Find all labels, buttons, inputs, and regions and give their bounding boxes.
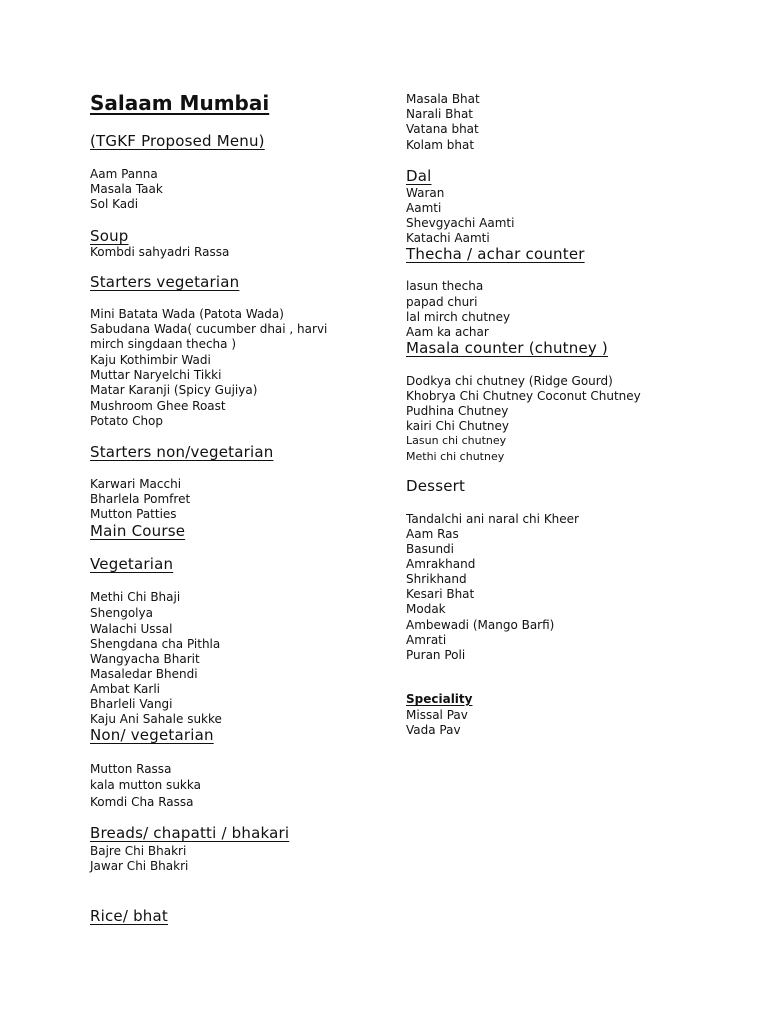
rice-item: Kolam bhat bbox=[406, 138, 475, 152]
vegetarian-item: Wangyacha Bharit bbox=[90, 652, 200, 666]
rice-item: Masala Bhat bbox=[406, 92, 480, 106]
speciality-item: Missal Pav bbox=[406, 708, 468, 722]
section-heading-thecha: Thecha / achar counter bbox=[406, 245, 585, 263]
starter-veg-item: Kaju Kothimbir Wadi bbox=[90, 353, 211, 367]
dal-item: Shevgyachi Aamti bbox=[406, 216, 515, 230]
section-heading-vegetarian: Vegetarian bbox=[90, 555, 174, 573]
starter-veg-item: Matar Karanji (Spicy Gujiya) bbox=[90, 383, 258, 397]
section-heading-dessert: Dessert bbox=[406, 477, 466, 495]
thecha-item: lal mirch chutney bbox=[406, 310, 511, 324]
bread-item: Bajre Chi Bhakri bbox=[90, 844, 187, 858]
dessert-item: Kesari Bhat bbox=[406, 587, 475, 601]
section-heading-starters-nonveg: Starters non/vegetarian bbox=[90, 443, 274, 461]
masala-item: Lasun chi chutney bbox=[406, 434, 507, 447]
page-subtitle: (TGKF Proposed Menu) bbox=[90, 132, 265, 150]
dessert-item: Basundi bbox=[406, 542, 454, 556]
drink-item: Masala Taak bbox=[90, 182, 163, 196]
drink-item: Aam Panna bbox=[90, 167, 158, 181]
rice-item: Vatana bhat bbox=[406, 122, 479, 136]
nonveg-item: Mutton Rassa bbox=[90, 762, 172, 776]
section-heading-starters-veg: Starters vegetarian bbox=[90, 273, 240, 291]
masala-item: kairi Chi Chutney bbox=[406, 419, 510, 433]
nonveg-item: kala mutton sukka bbox=[90, 778, 201, 792]
dessert-item: Shrikhand bbox=[406, 572, 467, 586]
section-heading-rice: Rice/ bhat bbox=[90, 907, 168, 925]
vegetarian-item: Bharleli Vangi bbox=[90, 697, 173, 711]
starter-veg-item: Muttar Naryelchi Tikki bbox=[90, 368, 222, 382]
dal-item: Waran bbox=[406, 186, 445, 200]
section-heading-masala: Masala counter (chutney ) bbox=[406, 339, 608, 357]
starter-nonveg-item: Mutton Patties bbox=[90, 507, 177, 521]
dal-item: Katachi Aamti bbox=[406, 231, 490, 245]
thecha-item: lasun thecha bbox=[406, 279, 484, 293]
dessert-item: Amrati bbox=[406, 633, 447, 647]
vegetarian-item: Methi Chi Bhaji bbox=[90, 590, 181, 604]
dessert-item: Amrakhand bbox=[406, 557, 476, 571]
dal-item: Aamti bbox=[406, 201, 442, 215]
section-heading-soup: Soup bbox=[90, 227, 129, 245]
vegetarian-item: Masaledar Bhendi bbox=[90, 667, 198, 681]
masala-item: Dodkya chi chutney (Ridge Gourd) bbox=[406, 374, 613, 388]
dessert-item: Puran Poli bbox=[406, 648, 466, 662]
dessert-item: Ambewadi (Mango Barfi) bbox=[406, 618, 555, 632]
masala-item: Khobrya Chi Chutney Coconut Chutney bbox=[406, 389, 641, 403]
section-heading-nonveg: Non/ vegetarian bbox=[90, 726, 214, 744]
section-heading-speciality: Speciality bbox=[406, 692, 473, 706]
thecha-item: papad churi bbox=[406, 295, 478, 309]
dessert-item: Aam Ras bbox=[406, 527, 459, 541]
soup-item: Kombdi sahyadri Rassa bbox=[90, 245, 230, 259]
section-heading-breads: Breads/ chapatti / bhakari bbox=[90, 824, 290, 842]
thecha-item: Aam ka achar bbox=[406, 325, 489, 339]
starter-veg-item: Mini Batata Wada (Patota Wada) bbox=[90, 307, 284, 321]
page-title: Salaam Mumbai bbox=[90, 91, 270, 115]
bread-item: Jawar Chi Bhakri bbox=[90, 859, 189, 873]
starter-veg-item: Mushroom Ghee Roast bbox=[90, 399, 226, 413]
nonveg-item: Komdi Cha Rassa bbox=[90, 795, 194, 809]
masala-item: Methi chi chutney bbox=[406, 450, 505, 463]
vegetarian-item: Shengdana cha Pithla bbox=[90, 637, 221, 651]
vegetarian-item: Kaju Ani Sahale sukke bbox=[90, 712, 222, 726]
section-heading-dal: Dal bbox=[406, 167, 432, 185]
starter-veg-item: Sabudana Wada( cucumber dhai , harvi mirch singdaan thecha ) bbox=[90, 322, 328, 351]
starter-veg-item: Potato Chop bbox=[90, 414, 164, 428]
rice-item: Narali Bhat bbox=[406, 107, 473, 121]
drink-item: Sol Kadi bbox=[90, 197, 139, 211]
section-heading-main-course: Main Course bbox=[90, 522, 186, 540]
dessert-item: Tandalchi ani naral chi Kheer bbox=[406, 512, 579, 526]
vegetarian-item: Walachi Ussal bbox=[90, 622, 173, 636]
vegetarian-item: Ambat Karli bbox=[90, 682, 161, 696]
starter-nonveg-item: Karwari Macchi bbox=[90, 477, 182, 491]
dessert-item: Modak bbox=[406, 602, 446, 616]
masala-item: Pudhina Chutney bbox=[406, 404, 509, 418]
speciality-item: Vada Pav bbox=[406, 723, 461, 737]
vegetarian-item: Shengolya bbox=[90, 606, 153, 620]
starter-nonveg-item: Bharlela Pomfret bbox=[90, 492, 191, 506]
